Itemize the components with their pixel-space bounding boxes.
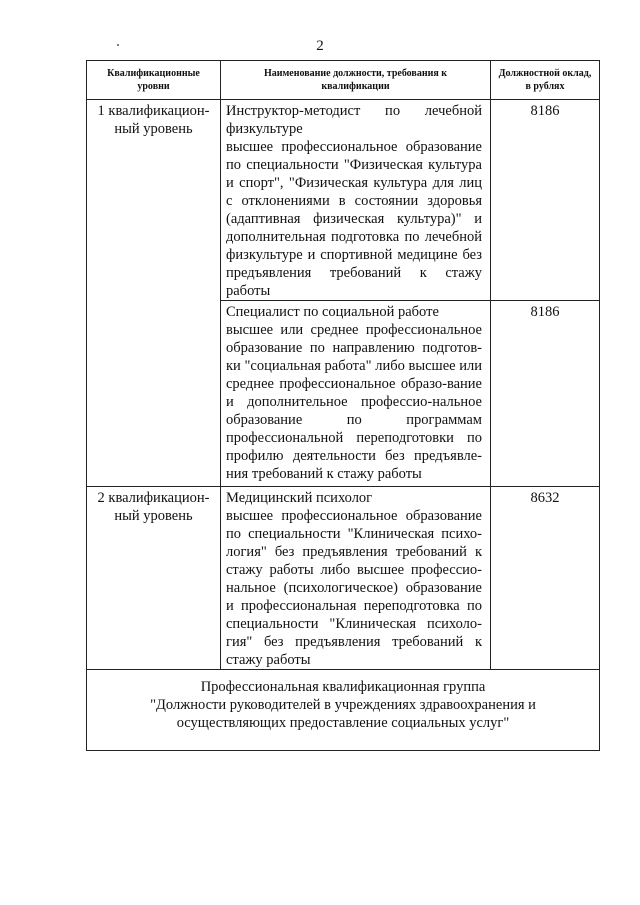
scan-speck bbox=[117, 44, 119, 46]
position-requirements: высшее или среднее профессиональное образование по направлению подготов-ки "социальная работа" либо высшее или среднее профессиональное образо-вание и дополнительное профессио-нальное образование по программам профессиональной переподготовки по профилю деятельности без предъявле-ния требований к стажу работы bbox=[226, 322, 482, 482]
position-requirements: высшее профессиональное образование по специальности "Физическая культура и спорт", "Физическая культура для лиц с отклонениями в состоянии здоровья (адаптивная физическая культура)" и дополнительная подготовка по лечебной физкультуре и спортивной медицине без предъявления требований к стажу работы bbox=[226, 139, 482, 299]
level-label: 1 квалификацион-ный уровень bbox=[97, 103, 210, 137]
position-cell bbox=[221, 301, 491, 487]
group-title-line2: "Должности руководителей в учреждениях здравоохранения и bbox=[150, 697, 536, 713]
position-title: Специалист по социальной работе bbox=[226, 304, 439, 320]
table-header-row bbox=[87, 61, 600, 100]
position-cell bbox=[221, 100, 491, 301]
group-row bbox=[87, 670, 600, 751]
table-row bbox=[87, 100, 600, 301]
table-row bbox=[87, 487, 600, 670]
group-title-cell bbox=[87, 670, 600, 751]
page-number: 2 bbox=[316, 38, 324, 54]
level-cell bbox=[87, 100, 221, 487]
header-level: Квалификационные уровни bbox=[87, 61, 221, 100]
position-requirements: высшее профессиональное образование по специальности "Клиническая психо-логия" без предъявления требований к стажу работы либо высшее профессио-нальное (психологическое) образование и профессиональная переподготовка по специальности "Клиническая психоло-гия" без предъявления требований к стажу работы bbox=[226, 508, 482, 668]
salary-cell: 8186 bbox=[491, 301, 600, 487]
position-title: Медицинский психолог bbox=[226, 490, 373, 506]
salary-cell: 8186 bbox=[491, 100, 600, 301]
group-title-line3: осуществляющих предоставление социальных услуг" bbox=[176, 715, 510, 731]
header-position: Наименование должности, требования к квалификации bbox=[221, 61, 491, 100]
header-salary: Должностной оклад, в рублях bbox=[491, 61, 600, 100]
level-label: 2 квалификацион-ный уровень bbox=[97, 490, 210, 524]
position-title: Инструктор-методист по лечебной физкультуре bbox=[226, 103, 482, 137]
group-title-line1: Профессиональная квалификационная группа bbox=[200, 679, 486, 695]
level-cell bbox=[87, 487, 221, 670]
qualification-table bbox=[86, 60, 600, 751]
position-cell bbox=[221, 487, 491, 670]
salary-cell: 8632 bbox=[491, 487, 600, 670]
